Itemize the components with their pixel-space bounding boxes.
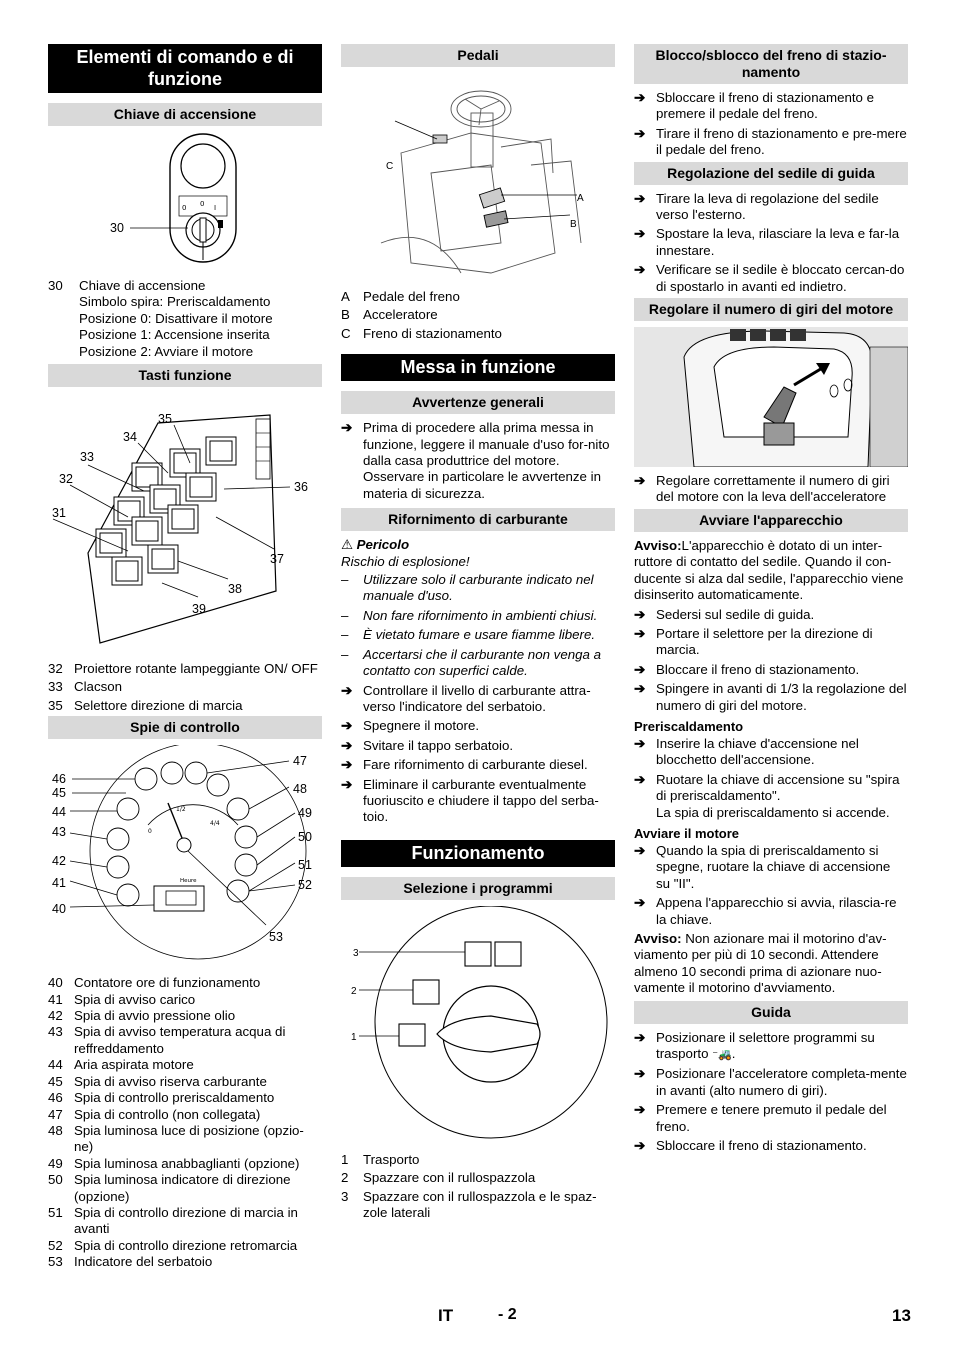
callout-1: 1 [351, 1031, 357, 1043]
list-item: 30 Chiave di accensione Simbolo spira: Preriscaldamento Posizione 0: Disattivare il motore Posizione 1: Accensione inserita Posizione 2: Avviare il motore [48, 278, 273, 359]
section-title-controls: Elementi di comando e di funzione [48, 44, 322, 93]
svg-text:1/2: 1/2 [176, 806, 186, 814]
function-keys-figure [48, 393, 322, 655]
callout-42: 42 [52, 854, 66, 869]
list-item: 49 Spia luminosa anabbaglianti (opzione) [48, 1155, 300, 1171]
note-seat-switch: Avviso:L'apparecchio è dotato di un inter-ruttore di contatto del sedile. Quando il con-ducente si alza dal sedile, l'apparecchio viene disinserito automaticamente. [634, 537, 904, 603]
list-item: A Pedale del freno [341, 289, 460, 304]
instruction-step: ➔ Svitare il tappo serbatoio. [341, 737, 514, 753]
footer-page-number: 13 [892, 1306, 911, 1325]
heading-function-keys: Tasti funzione [48, 364, 322, 387]
callout-51: 51 [298, 858, 312, 873]
instruction-step: ➔ Tirare il freno di stazionamento e pre-mere il pedale del freno. [634, 125, 907, 158]
warning-item: – È vietato fumare e usare fiamme libere. [341, 627, 596, 643]
danger-text: Rischio di esplosione! [341, 553, 470, 569]
instruction-step: ➔ Controllare il livello di carburante attra-verso l'indicatore del serbatoio. [341, 682, 591, 714]
column-1 [48, 44, 322, 1271]
callout-50: 50 [298, 830, 312, 845]
callout-36: 36 [294, 480, 308, 495]
instruction-step: ➔ Regolare correttamente il numero di giri del motore con la leva dell'acceleratore [634, 473, 890, 505]
callout-33: 33 [80, 450, 94, 465]
footer-language: IT [438, 1306, 454, 1325]
callout-45: 45 [52, 786, 66, 801]
warning-lights-list [48, 975, 322, 1270]
footer-page-sub: - 2 [498, 1306, 517, 1323]
danger-label: ⚠ Pericolo [341, 537, 410, 553]
callout-49: 49 [298, 806, 312, 821]
instruction-step: ➔ Appena l'apparecchio si avvia, rilascia-re la chiave. [634, 895, 897, 927]
svg-text:0: 0 [200, 200, 205, 208]
callout-39: 39 [192, 602, 206, 617]
svg-text:0: 0 [148, 828, 152, 836]
callout-b: B [570, 219, 577, 230]
column-3 [634, 44, 908, 1157]
instruction-step: ➔ Portare il selettore per la direzione di marcia. [634, 625, 873, 658]
list-item: 40 Contatore ore di funzionamento [48, 975, 261, 991]
callout-2: 2 [351, 985, 357, 997]
pedals-figure [341, 73, 615, 283]
instruction-step: ➔ Premere e tenere premuto il pedale del freno. [634, 1102, 887, 1134]
list-item: 2 Spazzare con il rullospazzola [341, 1170, 536, 1186]
heading-refuelling: Rifornimento di carburante [341, 508, 615, 531]
warning-item: – Accertarsi che il carburante non venga a contatto con superfici calde. [341, 646, 601, 679]
list-item: 33 Clacson [48, 679, 123, 695]
callout-47: 47 [293, 754, 307, 769]
instruction-step: ➔ Inserire la chiave d'accensione nel blocchetto dell'accensione. [634, 735, 859, 768]
instruction-step: ➔ Spostare la leva, rilasciare la leva e far-la innestare. [634, 226, 900, 258]
callout-41: 41 [52, 876, 66, 891]
instruction-step: ➔ Bloccare il freno di stazionamento. [634, 661, 860, 677]
list-item: C Freno di stazionamento [341, 325, 502, 341]
list-item: 48 Spia luminosa luce di posizione (opzio-ne) [48, 1122, 304, 1155]
list-item: 52 Spia di controllo direzione retromarcia [48, 1237, 298, 1253]
instruction-step: ➔ Prima di procedere alla prima messa in funzione, leggere il manuale d'uso for-nito dalla casa produttrice del motore. Osservare in particolare le avvertenze in materia di sicurezza. [341, 420, 610, 501]
note-starter-motor: Avviso: Non azionare mai il motorino d'av-viamento per più di 10 secondi. Attendere almeno 10 secondi prima di azionare nuo-vamente il motorino d'avviamento. [634, 931, 887, 996]
section-title-operation: Funzionamento [341, 840, 615, 867]
heading-seat-adjustment: Regolazione del sedile di guida [634, 162, 908, 185]
callout-43: 43 [52, 825, 66, 840]
heading-preheating: Preriscaldamento [634, 718, 744, 734]
callout-32: 32 [59, 472, 73, 487]
heading-parking-brake: Blocco/sblocco del freno di stazio-namento [634, 44, 908, 84]
list-item: 47 Spia di controllo (non collegata) [48, 1106, 261, 1122]
callout-46: 46 [52, 772, 66, 787]
preheat-result: La spia di preriscaldamento si accende. [656, 804, 890, 820]
heading-engine-speed: Regolare il numero di giri del motore [634, 298, 908, 321]
svg-text:I: I [214, 204, 217, 212]
instruction-step: ➔ Eliminare il carburante eventualmente fuoriuscito e chiudere il tappo del serba-toio. [341, 776, 599, 825]
heading-pedals: Pedali [341, 44, 615, 67]
warning-triangle-icon: ⚠ [341, 537, 353, 553]
heading-warning-lights: Spie di controllo [48, 716, 322, 739]
callout-53: 53 [269, 930, 283, 945]
callout-34: 34 [123, 430, 137, 445]
callout-40: 40 [52, 902, 66, 917]
program-selector-figure [341, 906, 615, 1146]
callout-48: 48 [293, 782, 307, 797]
svg-text:Heure: Heure [180, 878, 197, 885]
throttle-lever-figure [634, 327, 908, 467]
list-item: B Acceleratore [341, 307, 438, 323]
list-item: 46 Spia di controllo preriscaldamento [48, 1090, 275, 1106]
heading-start-machine: Avviare l'apparecchio [634, 509, 908, 532]
heading-start-engine: Avviare il motore [634, 825, 740, 841]
list-item: 45 Spia di avviso riserva carburante [48, 1073, 267, 1089]
callout-c: C [386, 161, 394, 172]
heading-ignition-key: Chiave di accensione [48, 103, 322, 126]
instruction-step: ➔ Verificare se il sedile è bloccato cercan-do di spostarlo in avanti ed indietro. [634, 262, 905, 294]
callout-37: 37 [270, 552, 284, 567]
instruction-step: ➔ Sbloccare il freno di stazionamento e premere il pedale del freno. [634, 90, 875, 122]
list-item: 51 Spia di controllo direzione di marcia in avanti [48, 1204, 298, 1237]
callout-3: 3 [353, 947, 359, 959]
column-2 [341, 44, 615, 1223]
callout-44: 44 [52, 805, 66, 820]
instruction-step: ➔ Spingere in avanti di 1/3 la regolazione del numero di giri del motore. [634, 681, 907, 713]
heading-general-notes: Avvertenze generali [341, 391, 615, 414]
list-item: 32 Proiettore rotante lampeggiante ON/ OFF [48, 661, 318, 677]
instruction-step: ➔ Spegnere il motore. [341, 718, 480, 734]
list-item: 35 Selettore direzione di marcia [48, 697, 243, 713]
callout-a: A [577, 193, 584, 204]
list-item: 44 Aria aspirata motore [48, 1057, 194, 1073]
instruction-step: ➔ Quando la spia di preriscaldamento si spegne, ruotare la chiave di accensione su "II". [634, 842, 891, 891]
list-item: 3 Spazzare con il rullospazzola e le spaz-zole laterali [341, 1188, 597, 1220]
callout-38: 38 [228, 582, 242, 597]
heading-program-selection: Selezione i programmi [341, 877, 615, 900]
section-title-start-up: Messa in funzione [341, 354, 615, 381]
callout-31: 31 [52, 506, 66, 521]
svg-text:0: 0 [182, 204, 187, 212]
instruction-step: ➔ Tirare la leva di regolazione del sedile verso l'esterno. [634, 190, 879, 223]
warning-item: – Utilizzare solo il carburante indicato nel manuale d'uso. [341, 572, 594, 604]
list-item: 50 Spia luminosa indicatore di direzione (opzione) [48, 1172, 291, 1204]
callout-30: 30 [110, 221, 124, 235]
warning-lights-figure [48, 745, 322, 969]
transport-icon: ⁻🚜 [712, 1049, 732, 1062]
instruction-step: ➔ Posizionare l'acceleratore completa-mente in avanti (alto numero di giri). [634, 1066, 907, 1098]
instruction-step: ➔ Posizionare il selettore programmi su trasporto ⁻🚜. [634, 1029, 875, 1062]
instruction-step: ➔ Sbloccare il freno di stazionamento. [634, 1138, 867, 1154]
instruction-step: ➔ Sedersi sul sedile di guida. [634, 606, 815, 622]
warning-item: – Non fare rifornimento in ambienti chiusi. [341, 607, 598, 623]
instruction-step: ➔ Ruotare la chiave di accensione su "spira di preriscaldamento". [634, 771, 900, 804]
callout-35: 35 [158, 412, 172, 427]
list-item: 53 Indicatore del serbatoio [48, 1254, 213, 1270]
list-item: 41 Spia di avviso carico [48, 991, 196, 1007]
heading-driving: Guida [634, 1001, 908, 1024]
list-item: 43 Spia di avviso temperatura acqua di reffreddamento [48, 1024, 286, 1056]
ignition-key-figure [48, 132, 322, 272]
list-item: 1 Trasporto [341, 1151, 420, 1167]
callout-52: 52 [298, 878, 312, 893]
instruction-step: ➔ Fare rifornimento di carburante diesel. [341, 757, 588, 773]
list-item: 42 Spia di avvio pressione olio [48, 1008, 236, 1024]
svg-text:4/4: 4/4 [210, 820, 220, 828]
